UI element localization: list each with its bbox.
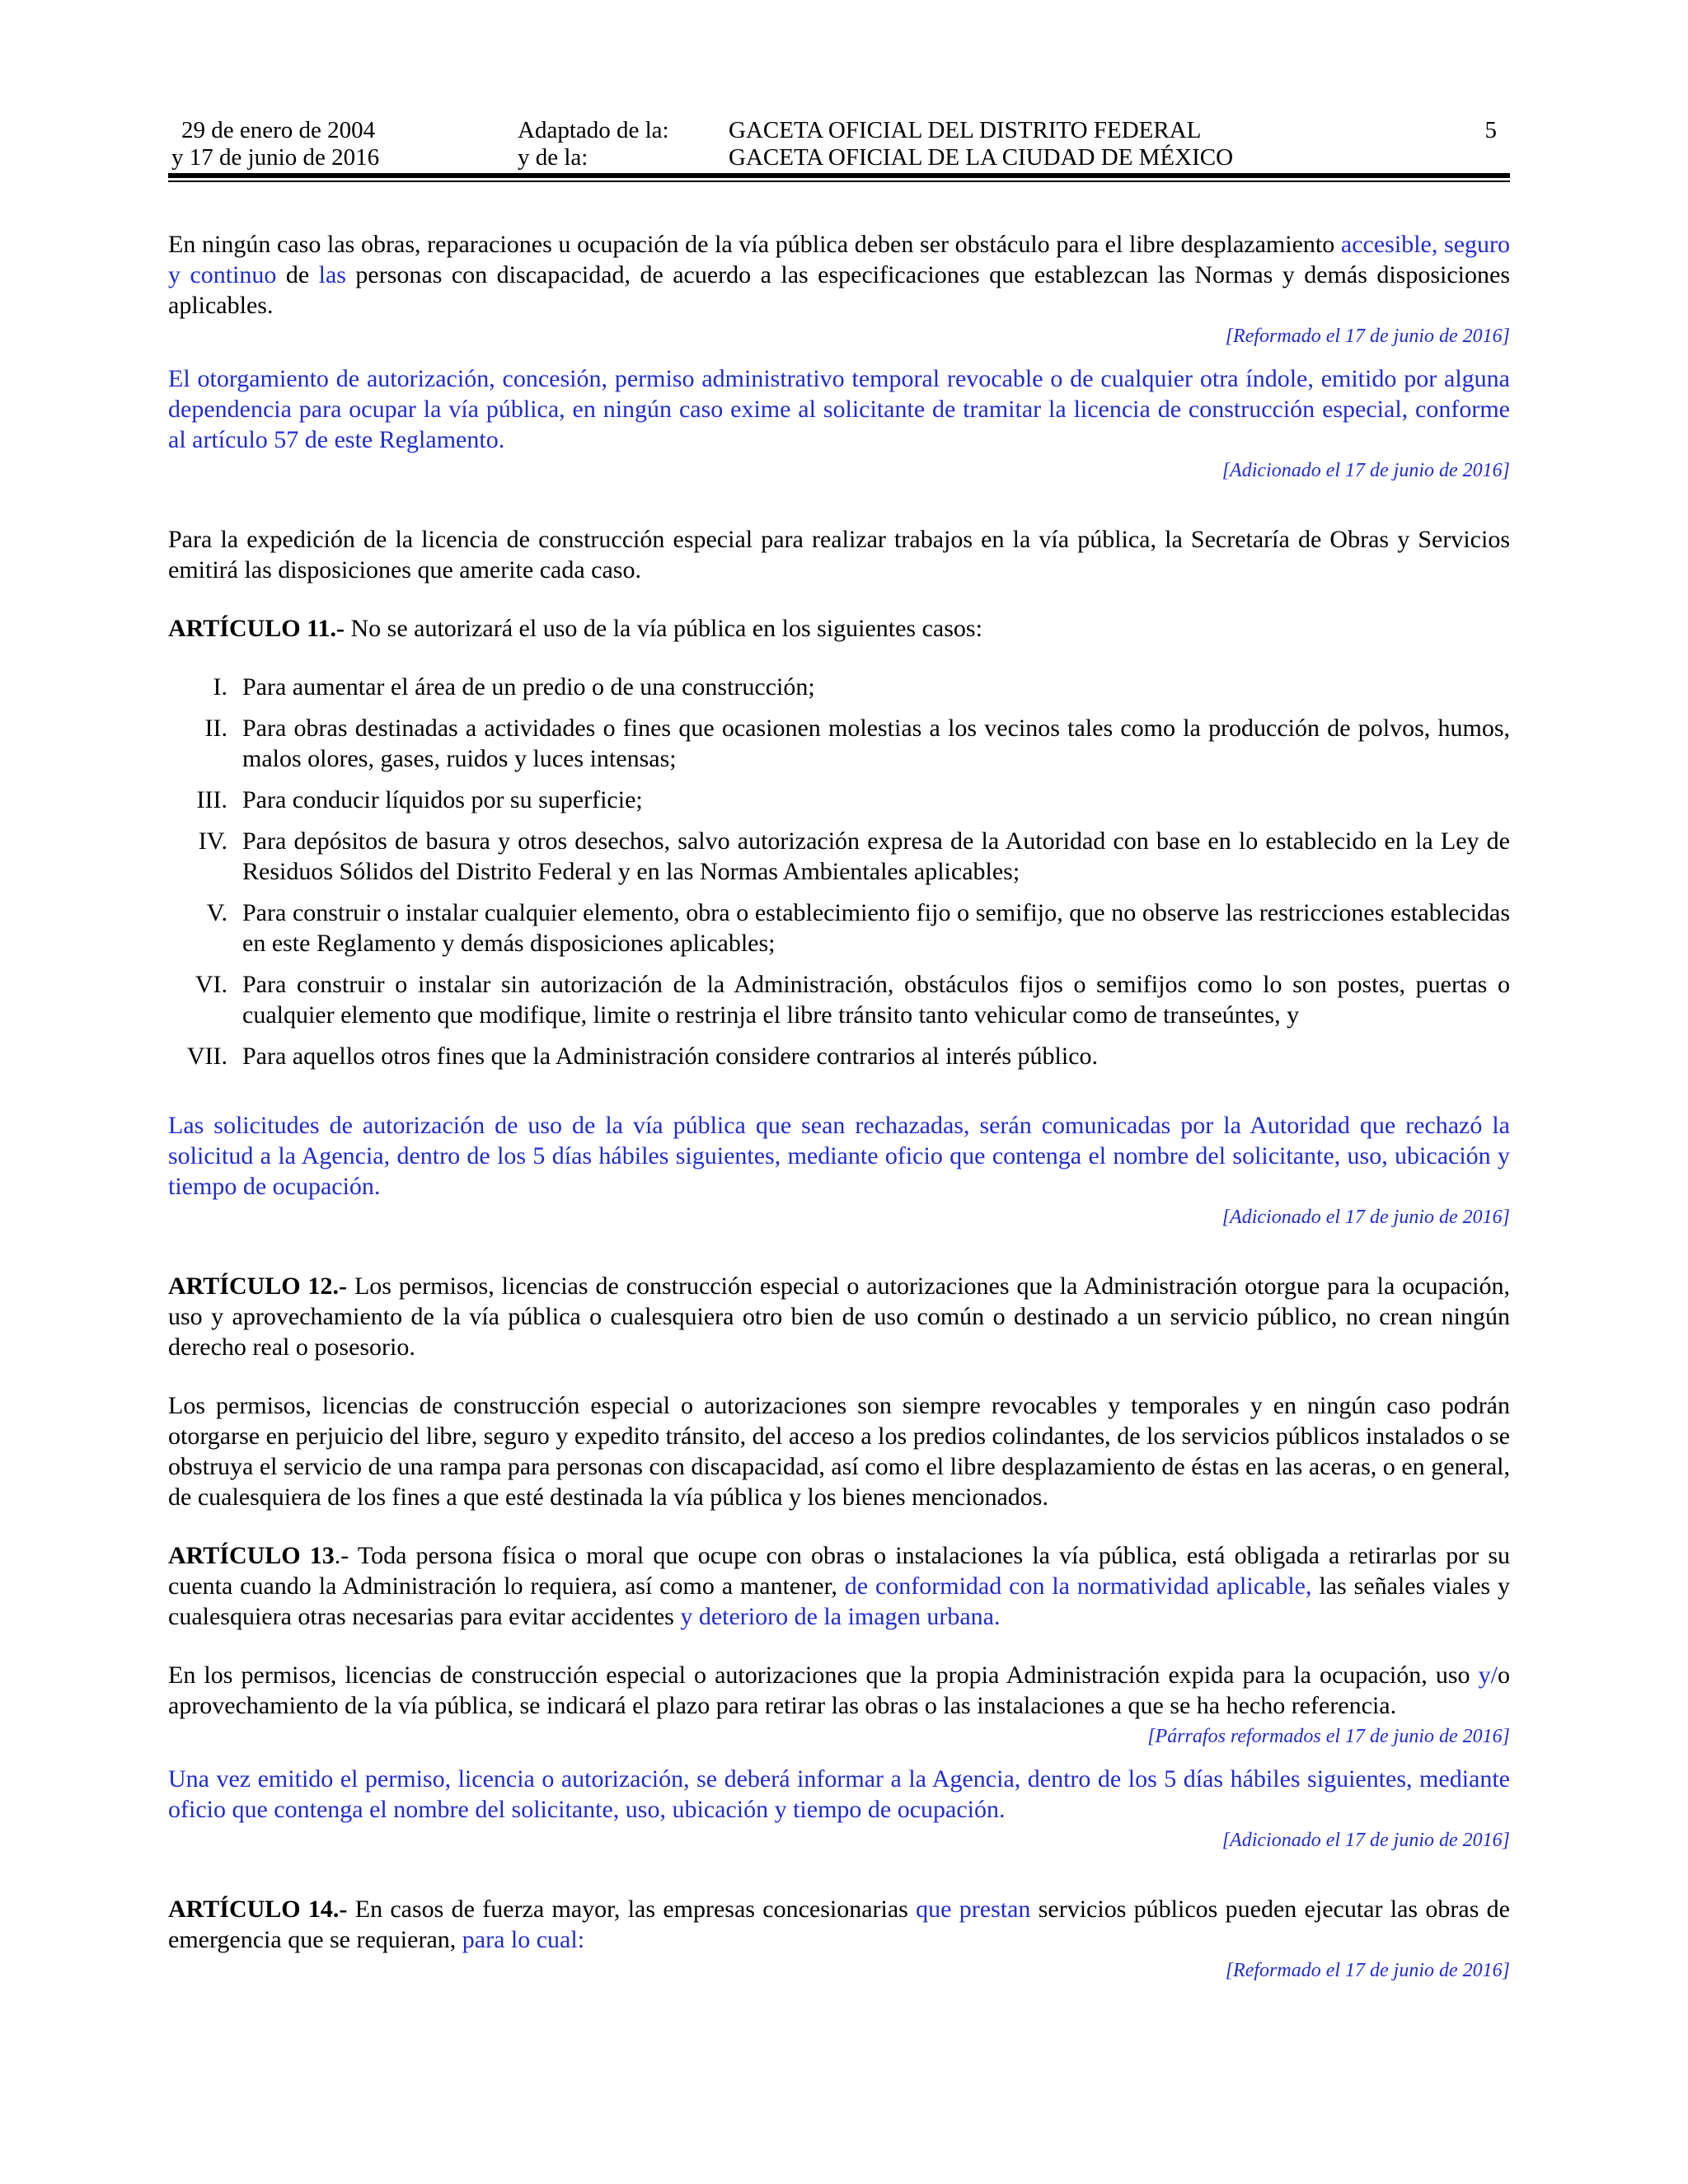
list-text: Para construir o instalar sin autorización de la Administración, obstáculos fijos o semifijos como lo son postes, puertas o cualquier elemento que modifique, limite o restrinja el libre tránsito tanto vehicular como de transeúntes, y — [242, 971, 1510, 1029]
text: Los permisos, licencias de construcción especial o autorizaciones que la Administración otorgue para la ocupación, uso y aprovechamiento de la vía pública o cualesquiera otro bien de uso común o destinado a un servicio público, no crean ningún derecho real o posesorio. — [168, 1272, 1510, 1361]
list-number: V. — [206, 899, 227, 926]
article-13 — [168, 1540, 1510, 1632]
list-text: Para construir o instalar cualquier elemento, obra o establecimiento fijo o semifijo, que no observe las restricciones establecidas en este Reglamento y demás disposiciones aplicables; — [242, 899, 1510, 957]
paragraph-removal-term — [168, 1660, 1510, 1721]
list-item — [168, 1041, 1510, 1071]
list-number: VII. — [186, 1043, 227, 1070]
document-body — [168, 229, 1510, 1983]
list-text: Para obras destinadas a actividades o fines que ocasionen molestias a los vecinos tales como la producción de polvos, humos, malos olores, gases, ruidos y luces intensas; — [242, 715, 1510, 772]
amendment-note: [Párrafos reformados el 17 de junio de 2016] — [1147, 1726, 1510, 1747]
list-text: Para aquellos otros fines que la Administración considere contrarios al interés público. — [242, 1043, 1099, 1070]
header-gazette-2: GACETA OFICIAL DE LA CIUDAD DE MÉXICO — [729, 144, 1234, 171]
header-adapted-2: y de la: — [518, 144, 588, 171]
text: En casos de fuerza mayor, las empresas concesionarias — [347, 1896, 917, 1923]
list-item — [168, 969, 1510, 1030]
text: .- Toda persona física o moral que ocupe con obras o instalaciones la vía pública, está obligada a retirarlas por su cuenta cuando la Administración lo requiera, así como a mantener, — [168, 1542, 1511, 1600]
amended-text: que prestan — [916, 1896, 1031, 1923]
list-number: I. — [213, 673, 227, 701]
paragraph-revocable-permits: Los permisos, licencias de construcción especial o autorizaciones son siempre revocables y temporales y en ningún caso podrán otorgarse en perjuicio del libre, seguro y expedito tránsito, del acceso a los predios colindantes, de los servicios públicos instalados o se obstruya el servicio de una rampa para personas con discapacidad, así como el libre desplazamiento de éstas en las aceras, o en general, de cualesquiera de los fines a que esté destinada la vía pública y los bienes mencionados. — [168, 1392, 1510, 1511]
list-text: Para aumentar el área de un predio o de una construcción; — [242, 673, 815, 701]
amendment-note: [Adicionado el 17 de junio de 2016] — [1221, 460, 1510, 481]
text: En los permisos, licencias de construcción especial o autorizaciones que la propia Administración expida para la ocupación, uso — [168, 1661, 1479, 1689]
article-label: ARTÍCULO 11.- — [168, 615, 345, 642]
amendment-note: [Adicionado el 17 de junio de 2016] — [1221, 1830, 1510, 1851]
list-number: III. — [196, 786, 227, 813]
list-text: Para conducir líquidos por su superficie; — [242, 786, 643, 813]
paragraph-authorization: El otorgamiento de autorización, concesión, permiso administrativo temporal revocable o de cualquier otra índole, emitido por alguna dependencia para ocupar la vía pública, en ningún caso exime al solicitante de tramitar la licencia de construcción especial, conforme al artículo 57 de este Reglamento. — [168, 365, 1510, 453]
list-item — [168, 826, 1510, 887]
header-date-1: 29 de enero de 2004 — [181, 117, 376, 143]
amended-text: y deterioro de la imagen urbana. — [680, 1603, 1001, 1630]
text: personas con discapacidad, de acuerdo a las especificaciones que establezcan las Normas y demás disposiciones aplicables. — [168, 261, 1510, 319]
paragraph-obstacles — [168, 229, 1510, 321]
article-14 — [168, 1894, 1510, 1955]
list-item — [168, 785, 1510, 815]
text: servicios públicos pueden ejecutar las obras de emergencia que se requieran, — [168, 1896, 1510, 1953]
header-date-2: y 17 de junio de 2016 — [171, 144, 380, 171]
header-adapted-1: Adaptado de la: — [518, 117, 669, 143]
list-text: Para depósitos de basura y otros desechos, salvo autorización expresa de la Autoridad con base en lo establecido en la Ley de Residuos Sólidos del Distrito Federal y en las Normas Ambientales aplicables; — [242, 827, 1510, 885]
amendment-note: [Reformado el 17 de junio de 2016] — [1225, 1960, 1510, 1981]
list-item — [168, 672, 1510, 702]
text: No se autorizará el uso de la vía pública en los siguientes casos: — [344, 615, 982, 642]
article-label: ARTÍCULO 12.- — [168, 1272, 348, 1300]
amended-text: y/ — [1478, 1661, 1498, 1689]
text: de — [276, 261, 319, 288]
text: o aprovechamiento de la vía pública, se indicará el plazo para retirar las obras o las instalaciones a que se ha hecho referencia. — [168, 1661, 1510, 1719]
amended-text: las — [318, 261, 346, 288]
header-gazette-1: GACETA OFICIAL DEL DISTRITO FEDERAL — [729, 117, 1202, 143]
amendment-note: [Adicionado el 17 de junio de 2016] — [1221, 1207, 1510, 1228]
list-number: VI. — [195, 971, 227, 998]
article-12 — [168, 1271, 1510, 1362]
list-item — [168, 713, 1510, 774]
article-label: ARTÍCULO 14.- — [168, 1896, 348, 1923]
amended-text: accesible, seguro y continuo — [168, 231, 1511, 288]
amended-text: para lo cual: — [462, 1926, 585, 1953]
amended-text: de conformidad con la normatividad aplicable, — [844, 1572, 1312, 1600]
amendment-note: [Reformado el 17 de junio de 2016] — [1225, 326, 1510, 347]
article-11-heading — [168, 613, 1510, 644]
paragraph-inform-agency: Una vez emitido el permiso, licencia o autorización, se deberá informar a la Agencia, dentro de los 5 días hábiles siguientes, mediante oficio que contenga el nombre del solicitante, uso, ubicación y tiempo de ocupación. — [168, 1765, 1510, 1823]
article-label: ARTÍCULO 13 — [168, 1542, 335, 1569]
list-number: II. — [204, 715, 227, 742]
text: las señales viales y cualesquiera otras necesarias para evitar accidentes — [168, 1572, 1510, 1630]
list-number: IV. — [198, 827, 227, 855]
paragraph-rejected-requests: Las solicitudes de autorización de uso de la vía pública que sean rechazadas, serán comunicadas por la Autoridad que rechazó la solicitud a la Agencia, dentro de los 5 días hábiles siguientes, mediante oficio que contenga el nombre del solicitante, uso, ubicación y tiempo de ocupación. — [168, 1112, 1510, 1200]
article-11-list — [168, 672, 1510, 1071]
header-rule-thin — [168, 180, 1510, 182]
paragraph-special-license: Para la expedición de la licencia de construcción especial para realizar trabajos en la vía pública, la Secretaría de Obras y Servicios emitirá las disposiciones que amerite cada caso. — [168, 526, 1510, 583]
header-rule-thick — [168, 173, 1510, 178]
list-item — [168, 898, 1510, 958]
text: En ningún caso las obras, reparaciones u ocupación de la vía pública deben ser obstáculo para el libre desplazamiento — [168, 231, 1341, 258]
page-header — [168, 117, 1510, 175]
page-number: 5 — [1484, 117, 1497, 143]
